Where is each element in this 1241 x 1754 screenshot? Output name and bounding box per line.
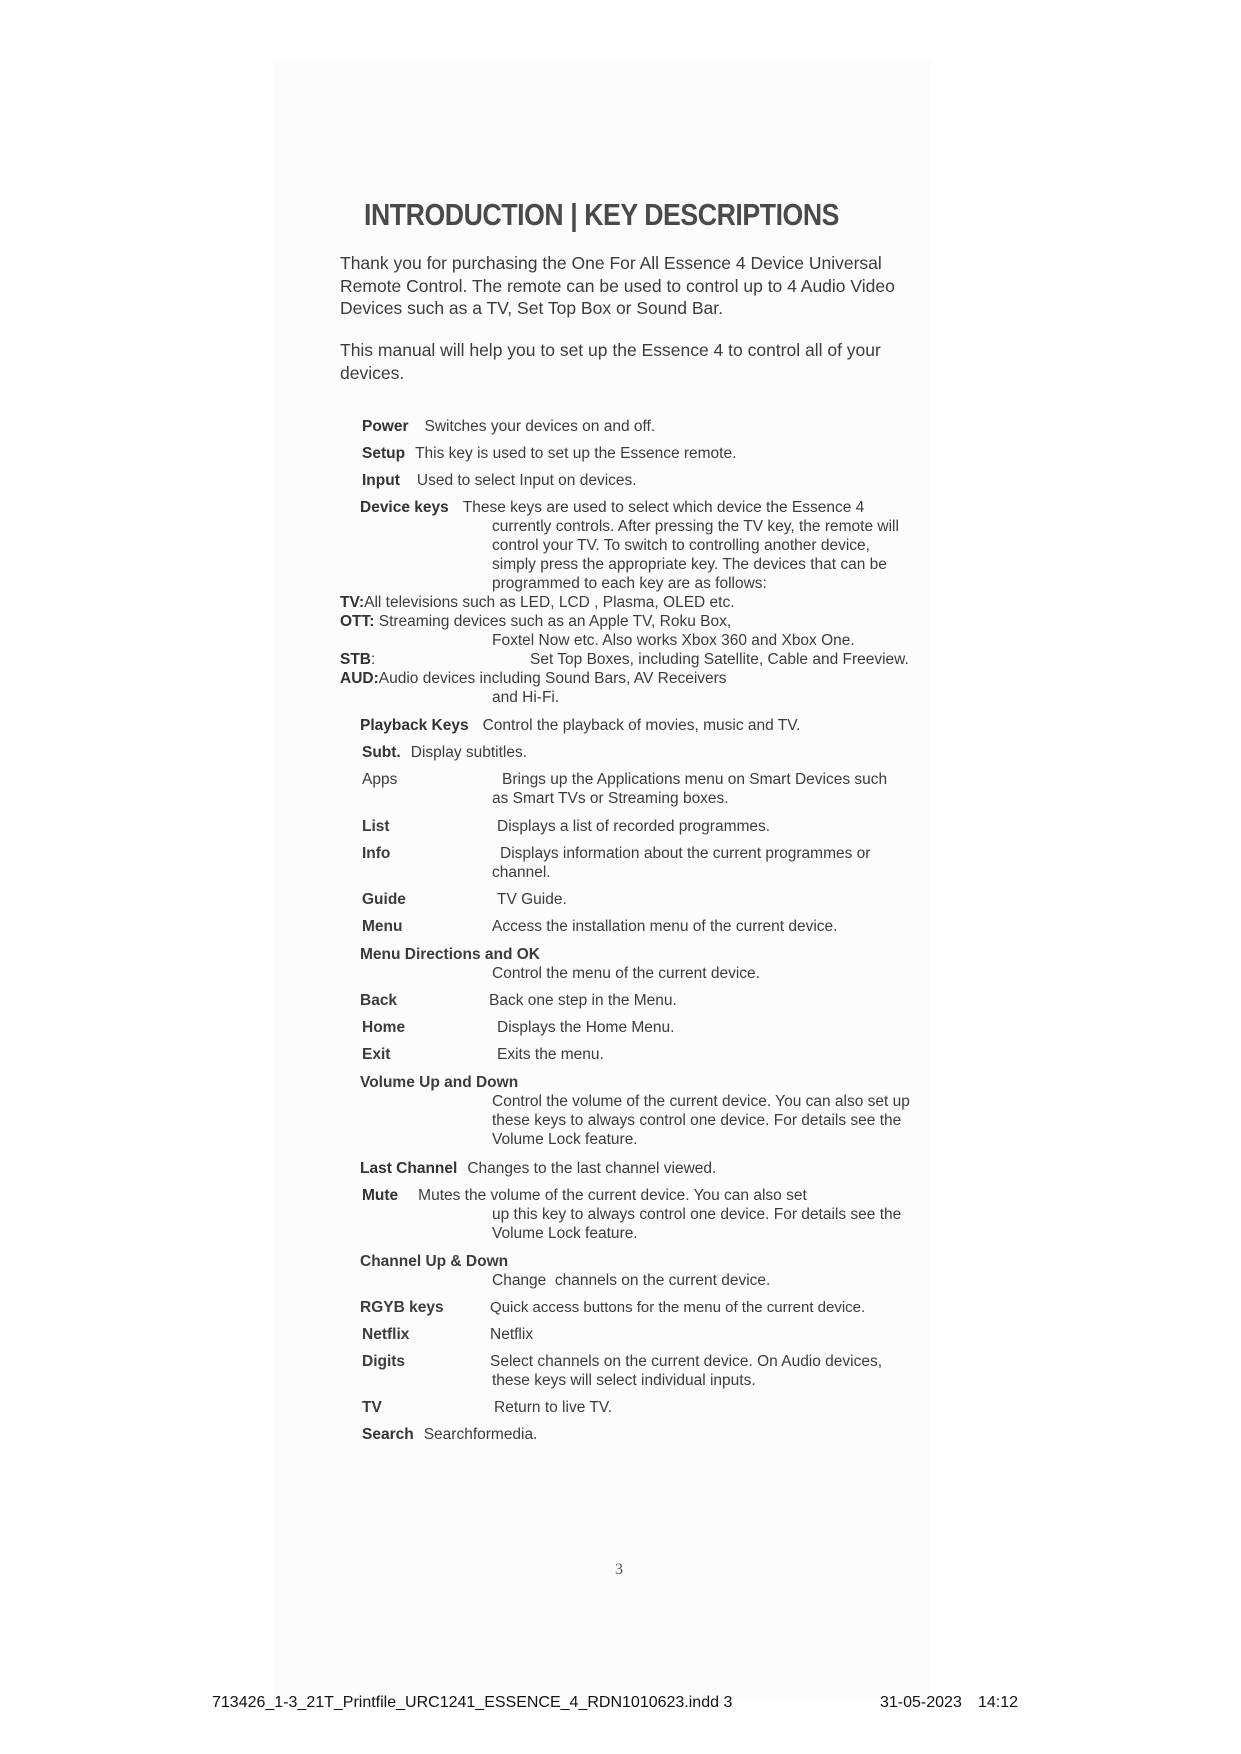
key-volume-cont: Control the volume of the current device. You can also set up these keys to always control one device. For details see the Volume Lock feature.	[492, 1093, 910, 1148]
footer-date: 31-05-2023	[880, 1694, 962, 1711]
key-device-keys: Device keys These keys are used to select which device the Essence 4	[360, 499, 865, 516]
key-power: Power Switches your devices on and off.	[362, 418, 656, 435]
key-netflix: Netflix	[362, 1326, 410, 1343]
page-title: INTRODUCTION | KEY DESCRIPTIONS	[364, 197, 840, 232]
key-digits-cont: these keys will select individual inputs.	[492, 1372, 756, 1389]
key-playback: Playback Keys Control the playback of movies, music and TV.	[360, 717, 801, 734]
key-tv: TV	[362, 1399, 382, 1416]
key-home: Home	[362, 1019, 406, 1036]
key-rgyb: RGYB keys	[360, 1299, 444, 1316]
key-menu: Menu	[362, 918, 403, 935]
device-stb: STB:	[340, 651, 376, 668]
key-mute-cont: up this key to always control one device. For details see the Volume Lock feature.	[492, 1206, 902, 1242]
key-back: Back	[360, 992, 398, 1009]
page-number: 3	[615, 1561, 623, 1578]
key-digits-desc: Select channels on the current device. On Audio devices,	[490, 1353, 883, 1370]
key-home-desc: Displays the Home Menu.	[497, 1019, 675, 1036]
key-apps: Apps	[362, 771, 398, 788]
key-channel: Channel Up & Down	[360, 1253, 509, 1270]
key-netflix-desc: Netflix	[490, 1326, 534, 1343]
key-list-desc: Displays a list of recorded programmes.	[497, 818, 771, 835]
device-aud: AUD:Audio devices including Sound Bars, AV Receivers	[340, 670, 727, 687]
intro-paragraph-1: Thank you for purchasing the One For All Essence 4 Device Universal Remote Control. The remote can be used to control up to 4 Audio Video Devices such as a TV, Set Top Box or Sound Bar.	[340, 253, 895, 318]
key-input: Input Used to select Input on devices.	[362, 472, 637, 489]
key-channel-cont: Change channels on the current device.	[492, 1272, 771, 1289]
key-last-channel: Last Channel Changes to the last channel viewed.	[360, 1160, 717, 1177]
footer-time: 14:12	[978, 1694, 1019, 1711]
key-menu-directions: Menu Directions and OK	[360, 946, 540, 963]
key-menu-directions-cont: Control the menu of the current device.	[492, 965, 760, 982]
key-device-keys-cont: currently controls. After pressing the TV key, the remote will control your TV. To switch to controlling another device, simply press the appropriate key. The devices that can be programmed to each key are as follows:	[492, 518, 899, 592]
key-menu-desc: Access the installation menu of the current device.	[492, 918, 838, 935]
key-back-desc: Back one step in the Menu.	[489, 992, 677, 1009]
key-exit: Exit	[362, 1046, 391, 1063]
key-volume: Volume Up and Down	[360, 1074, 519, 1091]
key-mute: Mute Mutes the volume of the current device. You can also set	[362, 1187, 807, 1204]
key-rgyb-desc: Quick access buttons for the menu of the current device.	[490, 1299, 866, 1316]
device-ott: OTT: Streaming devices such as an Apple TV, Roku Box,	[340, 613, 732, 630]
key-apps-cont: as Smart TVs or Streaming boxes.	[492, 790, 729, 807]
key-tv-desc: Return to live TV.	[494, 1399, 613, 1416]
key-apps-desc: Brings up the Applications menu on Smart Devices such	[502, 771, 888, 788]
device-tv: TV:All televisions such as LED, LCD , Plasma, OLED etc.	[340, 594, 735, 611]
device-aud-cont: and Hi-Fi.	[492, 689, 560, 706]
key-exit-desc: Exits the menu.	[497, 1046, 604, 1063]
key-guide-desc: TV Guide.	[497, 891, 567, 908]
key-info-desc: Displays information about the current programmes or	[500, 845, 871, 862]
key-search: Search Searchformedia.	[362, 1426, 538, 1443]
key-subt: Subt. Display subtitles.	[362, 744, 528, 761]
intro-paragraph-2: This manual will help you to set up the Essence 4 to control all of your devices.	[340, 340, 881, 383]
key-setup: Setup This key is used to set up the Essence remote.	[362, 445, 737, 462]
footer-filename: 713426_1-3_21T_Printfile_URC1241_ESSENCE_4_RDN1010623.indd 3	[212, 1694, 733, 1711]
key-info: Info	[362, 845, 391, 862]
device-ott-cont: Foxtel Now etc. Also works Xbox 360 and Xbox One.	[492, 632, 855, 649]
key-info-cont: channel.	[492, 864, 551, 881]
key-list: List	[362, 818, 390, 835]
key-guide: Guide	[362, 891, 406, 908]
device-stb-desc: Set Top Boxes, including Satellite, Cable and Freeview.	[530, 651, 909, 668]
key-digits: Digits	[362, 1353, 406, 1370]
